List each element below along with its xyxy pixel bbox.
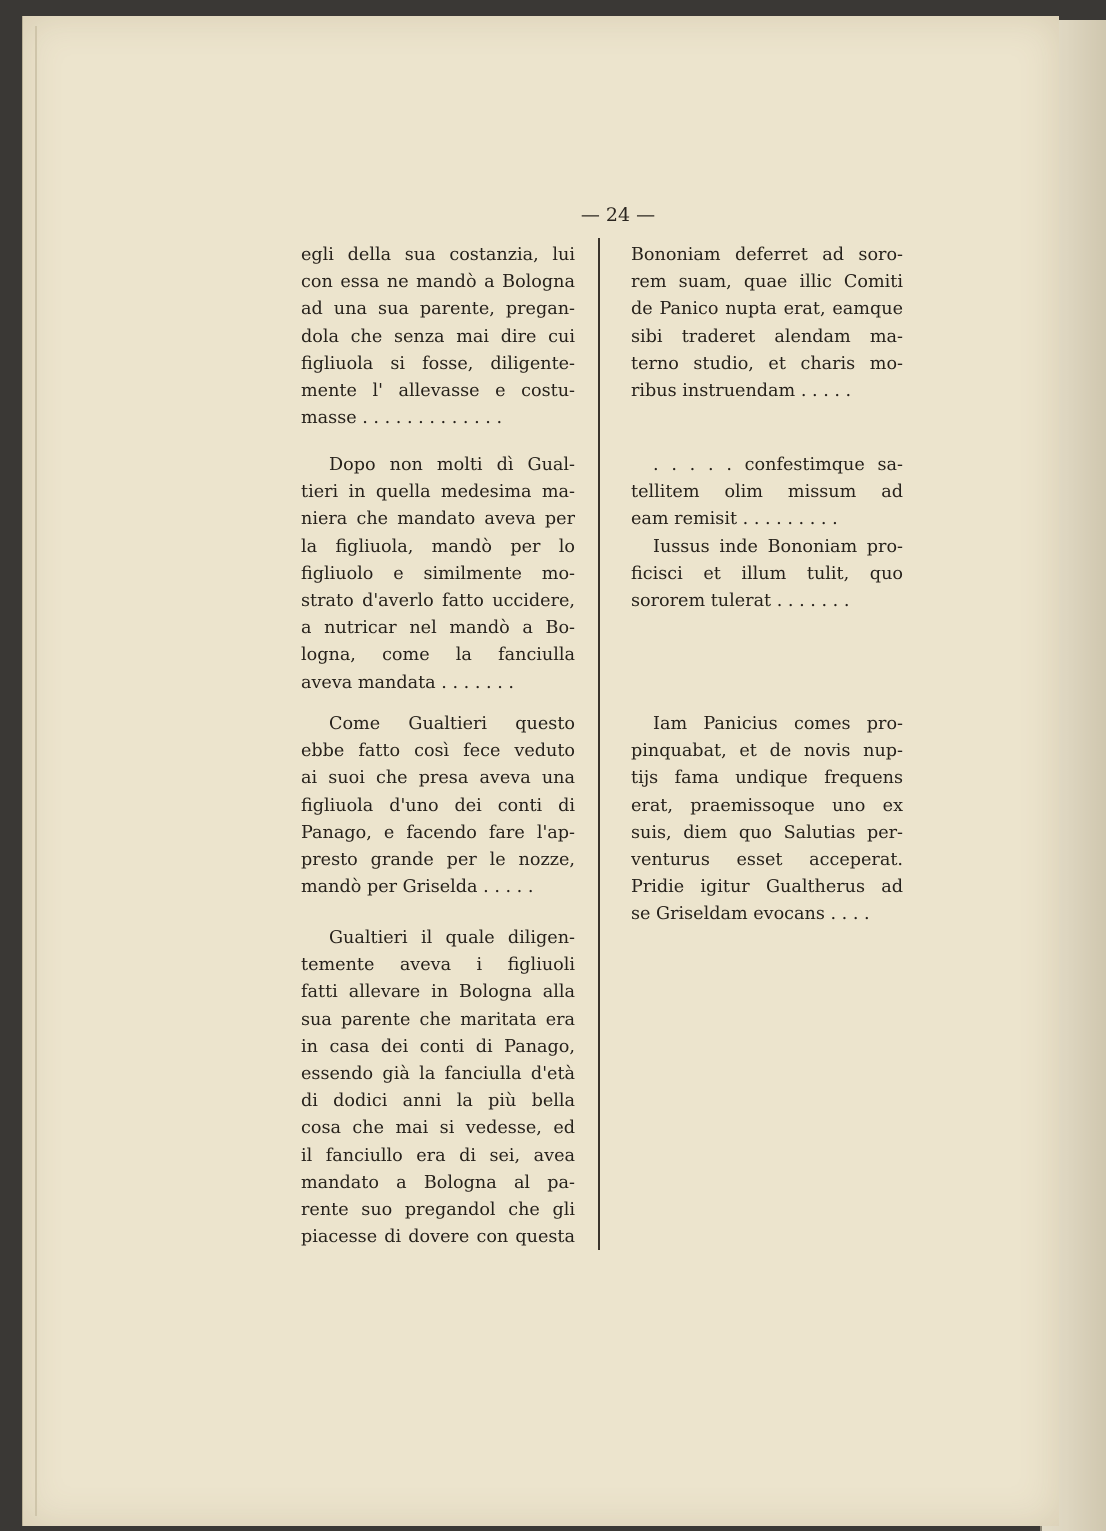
text-line: tellitem olim missum ad — [631, 482, 903, 503]
text-line: Panago, e facendo fare l'ap- — [301, 822, 575, 843]
right-paragraph-1 — [631, 242, 903, 405]
text-line: mente l' allevasse e costu- — [301, 381, 575, 402]
text-line: suis, diem quo Salutias per- — [631, 822, 903, 843]
text-line: venturus esset acceperat. — [631, 850, 903, 871]
text-line: ficisci et illum tulit, quo — [631, 563, 903, 584]
text-line: eam remisit . . . . . . . . . — [631, 509, 838, 530]
text-line: ai suoi che presa aveva una — [301, 768, 575, 789]
text-line: masse . . . . . . . . . . . . . — [301, 408, 503, 429]
text-line: rem suam, quae illic Comiti — [631, 272, 903, 293]
text-line: mandò per Griselda . . . . . — [301, 877, 534, 898]
text-line: temente aveva i figliuoli — [301, 955, 575, 976]
text-line: il fanciullo era di sei, avea — [301, 1145, 575, 1166]
text-line: terno studio, et charis mo- — [631, 353, 903, 374]
text-line: strato d'averlo fatto uccidere, — [301, 591, 575, 612]
text-line: Come Gualtieri questo — [329, 714, 575, 734]
left-paragraph-3 — [301, 711, 575, 901]
text-line: in casa dei conti di Panago, — [301, 1036, 575, 1057]
text-line: niera che mandato aveva per — [301, 509, 575, 530]
text-line: aveva mandata . . . . . . . — [301, 672, 514, 693]
text-line: di dodici anni la più bella — [301, 1091, 575, 1112]
text-line: la figliuola, mandò per lo — [301, 536, 575, 557]
right-paragraph-3 — [631, 711, 903, 929]
text-line: Gualtieri il quale diligen- — [329, 928, 575, 948]
text-line: . . . . . confestimque sa- — [653, 455, 903, 475]
text-line: ebbe fatto così fece veduto — [301, 741, 575, 762]
book-page — [22, 16, 1059, 1526]
text-line: logna, come la fanciulla — [301, 645, 575, 666]
text-line: sua parente che maritata era — [301, 1009, 575, 1030]
text-line: erat, praemissoque uno ex — [631, 795, 903, 816]
text-line: figliuola d'uno dei conti di — [301, 795, 575, 816]
text-line: ad una sua parente, pregan- — [301, 299, 575, 320]
column-divider — [598, 238, 600, 1250]
text-line: sororem tulerat . . . . . . . — [631, 591, 850, 612]
text-line: figliuolo e similmente mo- — [301, 563, 575, 584]
page-number: — 24 — — [580, 204, 656, 226]
text-line: cosa che mai si vedesse, ed — [301, 1118, 575, 1139]
left-paragraph-4 — [301, 925, 575, 1251]
text-line: ribus instruendam . . . . . — [631, 381, 852, 402]
text-line: a nutricar nel mandò a Bo- — [301, 618, 575, 639]
text-line: pinquabat, et de novis nup- — [631, 741, 903, 762]
text-line: Pridie igitur Gualtherus ad — [631, 877, 903, 898]
text-line: rente suo pregandol che gli — [301, 1200, 575, 1221]
page-gutter-shadow — [35, 26, 37, 1516]
text-line: Iam Panicius comes pro- — [653, 714, 903, 734]
text-line: tijs fama undique frequens — [631, 768, 903, 789]
text-line: dola che senza mai dire cui — [301, 326, 575, 347]
text-line: mandato a Bologna al pa- — [301, 1172, 575, 1193]
left-paragraph-2 — [301, 452, 575, 697]
right-paragraph-2 — [631, 452, 903, 615]
text-line: fatti allevare in Bologna alla — [301, 982, 575, 1003]
text-line: figliuola si fosse, diligente- — [301, 353, 575, 374]
text-line: tieri in quella medesima ma- — [301, 482, 575, 503]
text-line: con essa ne mandò a Bologna — [301, 272, 575, 293]
text-line: Dopo non molti dì Gual- — [329, 455, 575, 475]
text-line: sibi traderet alendam ma- — [631, 326, 903, 347]
left-paragraph-1 — [301, 242, 575, 432]
text-line: se Griseldam evocans . . . . — [631, 904, 870, 925]
text-line: presto grande per le nozze, — [301, 850, 575, 871]
text-line: Bononiam deferret ad soro- — [631, 245, 903, 265]
text-line: egli della sua costanzia, lui — [301, 245, 575, 265]
text-line: essendo già la fanciulla d'età — [301, 1064, 575, 1085]
text-line: de Panico nupta erat, eamque — [631, 299, 903, 320]
text-line: Iussus inde Bononiam pro- — [653, 536, 903, 557]
text-line: piacesse di dovere con questa — [301, 1227, 575, 1248]
